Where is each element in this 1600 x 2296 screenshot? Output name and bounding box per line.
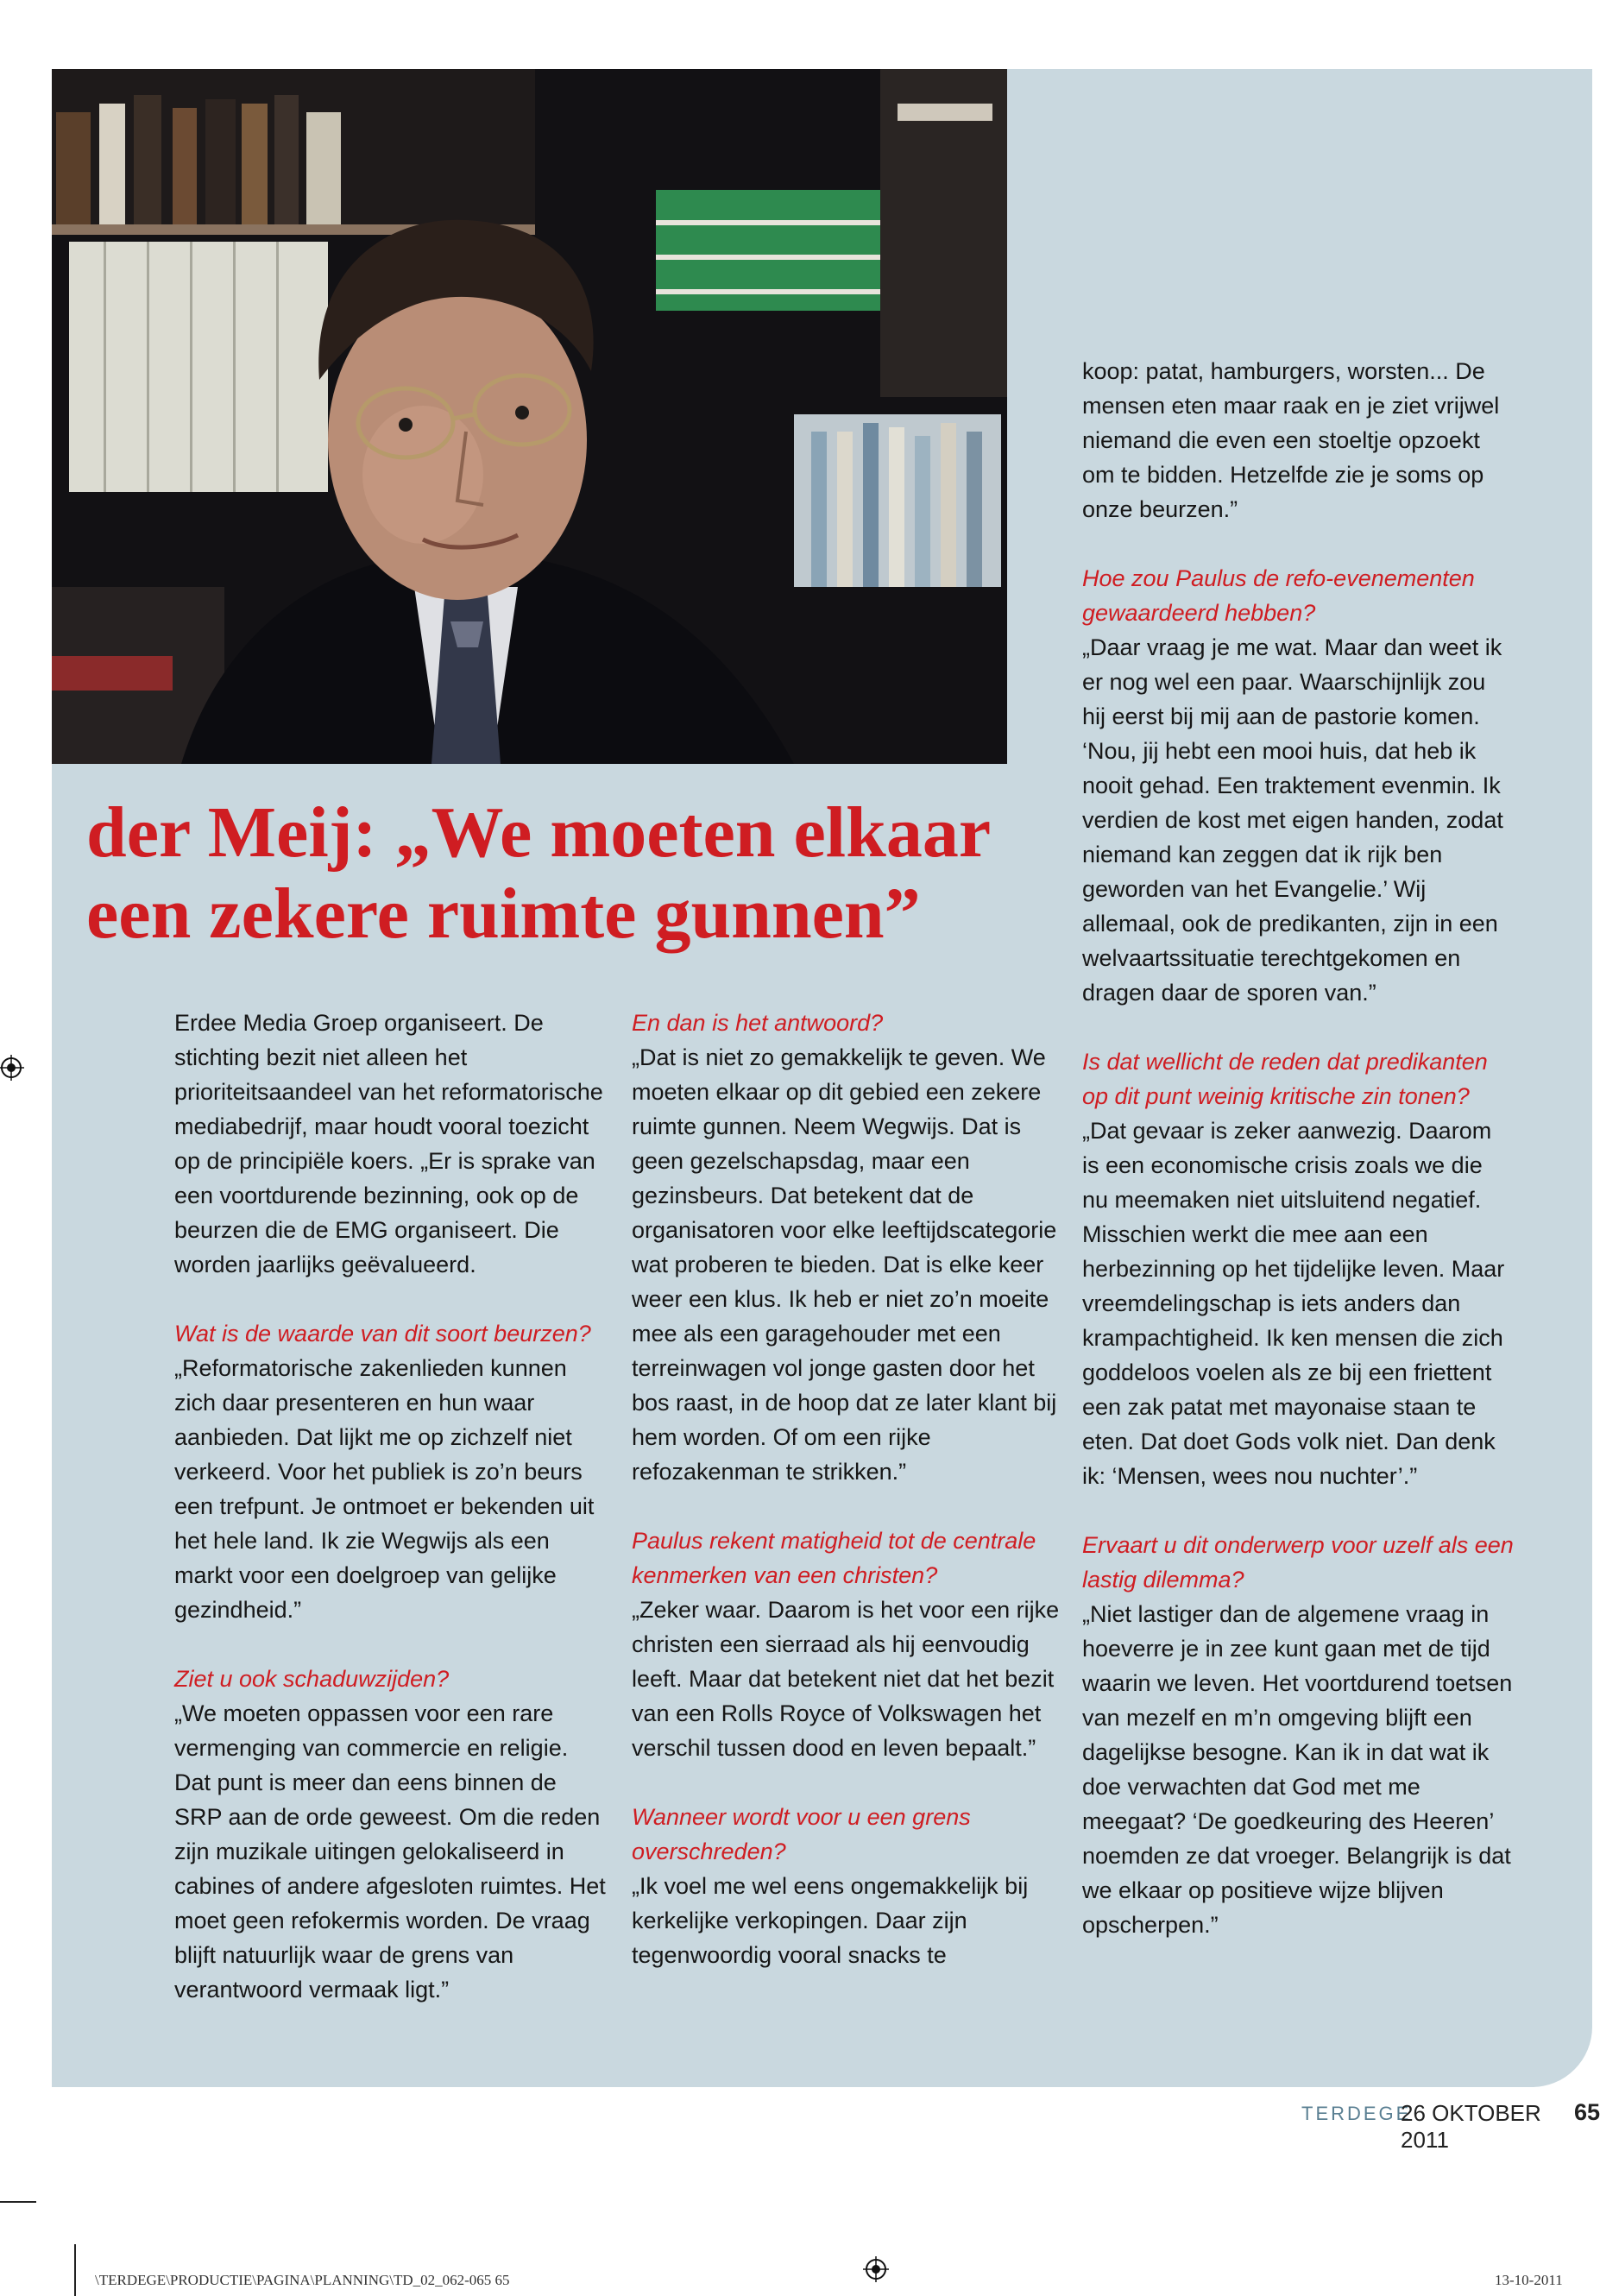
interview-answer: „Dat gevaar is zeker aanwezig. Daarom is een economische crisis zoals we die nu meemaken niet uitsluitend negatief. Misschien werkt die mee aan een herbezinning op het tijdelijke leven. Maar vreemdelingschap is iets anders dan krampachtigheid. Ik ken mensen die zich goddeloos voelen als ze bij een friettent een zak patat met mayonaise staan te eten. Dat doet Gods volk niet. Dan denk ik: ‘Mensen, wees nou nuchter’.”	[1082, 1118, 1505, 1489]
interview-answer: „Daar vraag je me wat. Maar dan weet ik er nog wel een paar. Waarschijnlijk zou hij eerst bij mij aan de pastorie komen. ‘Nou, jij hebt een mooi huis, dat heb ik nooit gehad. Een traktement evenmin. Ik verdien de kost met eigen handen, zodat niemand kan zeggen dat ik rijk ben geworden van het Evangelie.’ Wij allemaal, ook de predikanten, zijn in een welvaartssituatie terechtgekomen en dragen daar de sporen van.”	[1082, 634, 1503, 1006]
paragraph: koop: patat, hamburgers, worsten... De mensen eten maar raak en je ziet vrijwel niemand die even een stoeltje opzoekt om te bidden. Hetzelfde zie je soms op onze beurzen.”	[1082, 358, 1500, 522]
interview-question: Is dat wellicht de reden dat predikanten op dit punt weinig kritische zin tonen?	[1082, 1049, 1488, 1109]
interview-answer: „Ik voel me wel eens ongemakkelijk bij kerkelijke verkopingen. Daar zijn tegenwoordig vooral snacks te	[632, 1873, 1029, 1968]
qa-block	[1082, 1528, 1514, 1942]
text-column-1	[174, 1006, 606, 2007]
interview-answer: „Zeker waar. Daarom is het voor een rijke christen een sierraad als hij eenvoudig leeft. Maar dat betekent niet dat het bezit van een Rolls Royce of Volkswagen het verschil tussen dood en leven bepaalt.”	[632, 1597, 1060, 1761]
page-number: 65	[1574, 2099, 1600, 2125]
paragraph: Erdee Media Groep organiseert. De stichting bezit niet alleen het prioriteitsaandeel van het reformatorische mediabedrijf, maar houdt vooral toezicht op de principiële koers. „Er is sprake van een voortdurende bezinning, ook op de beurzen die de EMG organiseert. Die worden jaarlijks geëvalueerd.	[174, 1010, 603, 1277]
registration-mark-icon	[863, 2256, 889, 2282]
text-column-2	[632, 1006, 1063, 1972]
interview-question: Ziet u ook schaduwzijden?	[174, 1666, 450, 1692]
qa-block	[632, 1006, 1063, 1489]
qa-block	[632, 1800, 1063, 1972]
interview-answer: „Niet lastiger dan de algemene vraag in hoeverre je in zee kunt gaan met de tijd waarin we leven. Het voortdurend toetsen van mezelf en m’n omgeving blijft een dagelijkse besogne. Kan ik in dat wat ik doe verwachten dat God met me meegaat? ‘De goedkeuring des Heeren’ noemden ze dat vroeger. Belangrijk is dat we elkaar op positieve wijze blijven opscherpen.”	[1082, 1601, 1513, 1938]
qa-block	[174, 1316, 606, 1627]
portrait-photo-illustration	[52, 69, 1007, 764]
print-slug-date: 13-10-2011	[1495, 2272, 1563, 2288]
qa-block	[1082, 1044, 1514, 1493]
magazine-brand: TERDEGE	[1301, 2103, 1412, 2124]
print-slug-path: \TERDEGE\PRODUCTIE\PAGINA\PLANNING\TD_02_062-065 65	[95, 2272, 510, 2288]
interview-question: En dan is het antwoord?	[632, 1010, 884, 1036]
interview-answer: „We moeten oppassen voor een rare vermenging van commercie en religie. Dat punt is meer dan eens binnen de SRP aan de orde geweest. Om die reden zijn muzikale uitingen gelokaliseerd in cabines of andere afgesloten ruimtes. Het moet geen refokermis worden. De vraag blijft natuurlijk waar de grens van verantwoord vermaak ligt.”	[174, 1700, 606, 2003]
crop-mark	[0, 2201, 36, 2203]
interview-question: Hoe zou Paulus de refo-evenementen gewaardeerd hebben?	[1082, 565, 1475, 626]
interview-question: Wanneer wordt voor u een grens overschreden?	[632, 1804, 971, 1864]
headline-line-2: een zekere ruimte gunnen”	[86, 874, 921, 954]
text-column-3	[1082, 354, 1514, 1977]
qa-block	[1082, 561, 1514, 1010]
qa-block	[174, 1662, 606, 2007]
interview-answer: „Reformatorische zakenlieden kunnen zich daar presenteren en hun waar aanbieden. Dat lijkt me op zichzelf niet verkeerd. Voor het publiek is zo’n beurs een trefpunt. Je ontmoet er bekenden uit het hele land. Ik zie Wegwijs als een markt voor een doelgroep van gelijke gezindheid.”	[174, 1355, 595, 1623]
interview-question: Wat is de waarde van dit soort beurzen?	[174, 1321, 591, 1347]
crop-mark	[74, 2244, 76, 2296]
interview-question: Paulus rekent matigheid tot de centrale kenmerken van een christen?	[632, 1528, 1036, 1588]
article-headline	[86, 792, 1053, 955]
qa-block	[632, 1523, 1063, 1765]
portrait-photo	[52, 69, 1007, 764]
registration-mark-icon	[0, 1055, 24, 1081]
issue-date: 26 OKTOBER 2011	[1401, 2100, 1541, 2153]
interview-question: Ervaart u dit onderwerp voor uzelf als een lastig dilemma?	[1082, 1532, 1514, 1593]
headline-line-1: der Meij: „We moeten elkaar	[86, 792, 992, 873]
interview-answer: „Dat is niet zo gemakkelijk te geven. We moeten elkaar op dit gebied een zekere ruimte gunnen. Neem Wegwijs. Dat is geen gezelschapsdag, maar een gezinsbeurs. Dat betekent dat de organisatoren voor elke leeftijdscategorie wat proberen te bieden. Dat is elke keer weer een klus. Ik heb er niet zo’n moeite mee als een garagehouder met een terreinwagen vol jonge gasten door het bos raast, in de hoop dat ze later klant bij hem worden. Of om een rijke refozakenman te strikken.”	[632, 1044, 1057, 1485]
